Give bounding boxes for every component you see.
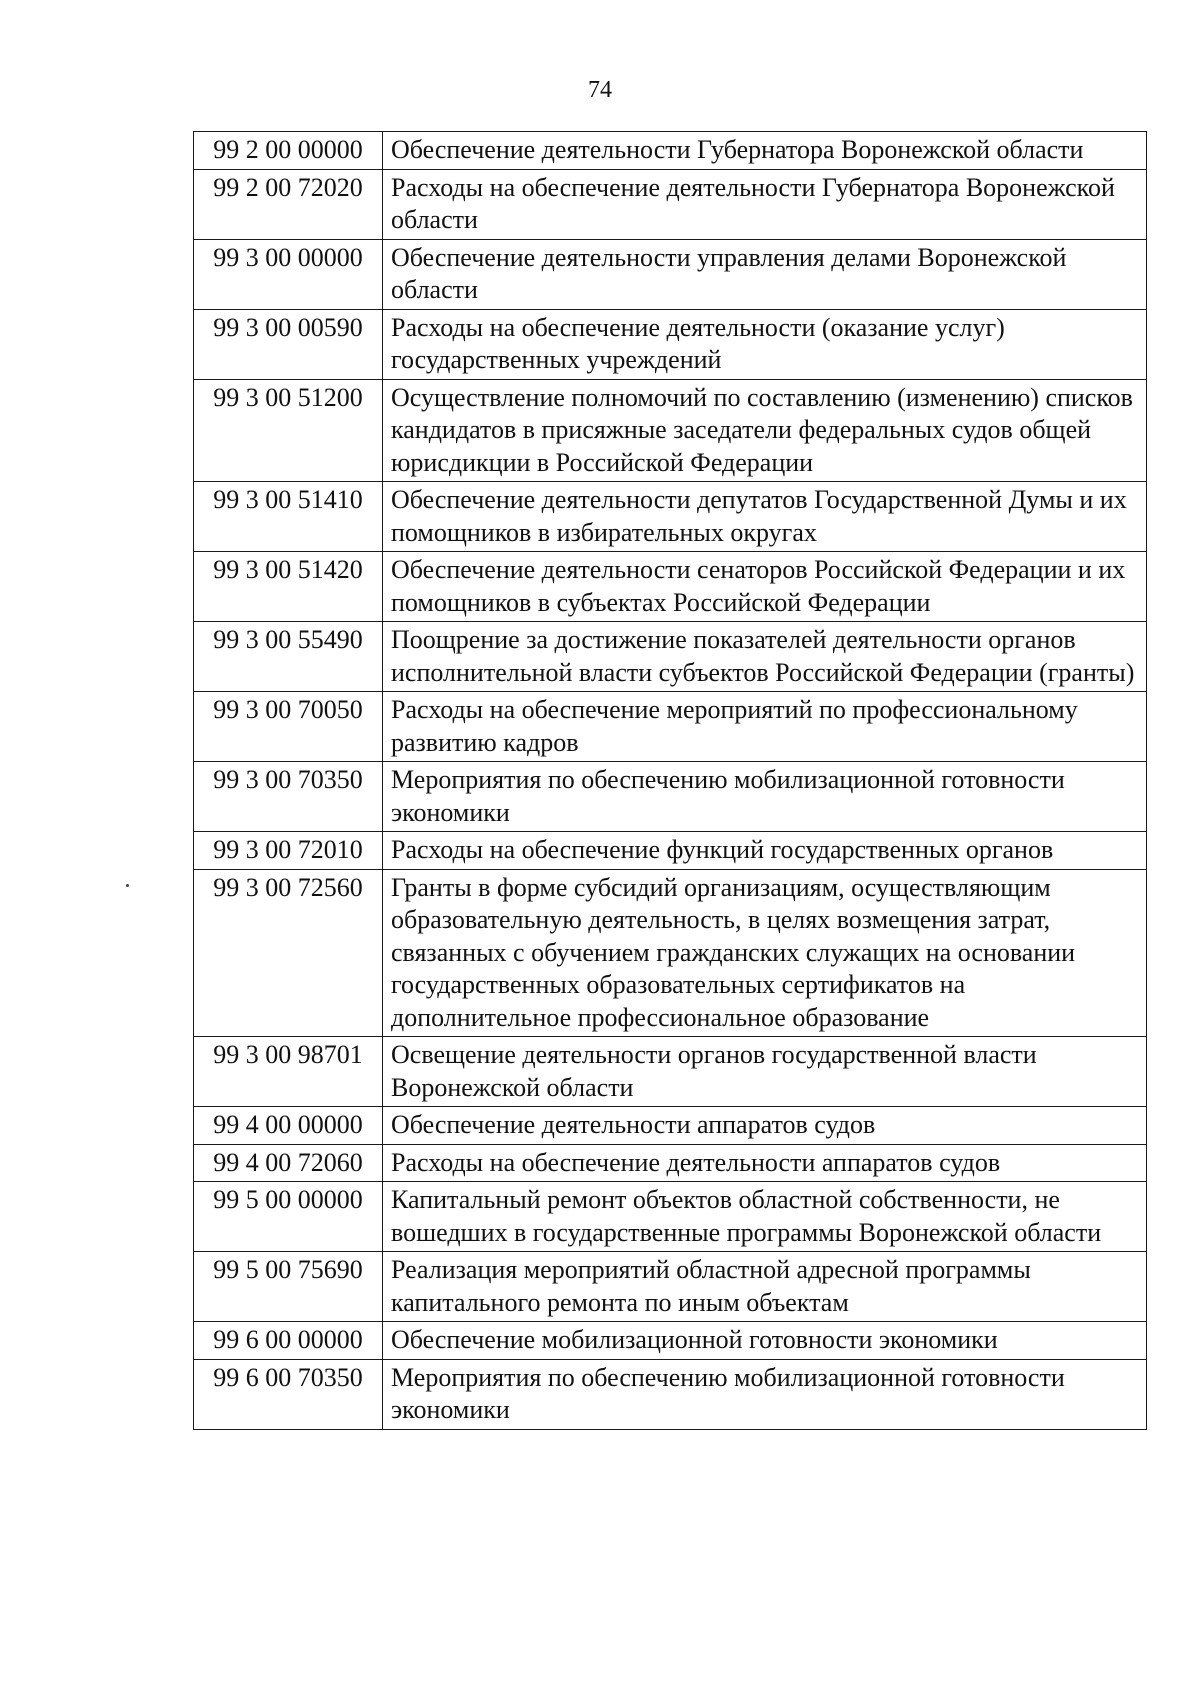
table-row [194, 869, 1147, 1037]
table-row [194, 169, 1147, 239]
table-row [194, 379, 1147, 482]
row-code: 99 2 00 00000 [194, 132, 383, 170]
budget-code-table [193, 131, 1147, 1430]
table-row [194, 309, 1147, 379]
row-name: Расходы на обеспечение деятельности (оказание услуг) государственных учреждений [383, 309, 1147, 379]
row-code: 99 4 00 00000 [194, 1107, 383, 1145]
table-row [194, 622, 1147, 692]
row-name: Расходы на обеспечение функций государственных органов [383, 832, 1147, 870]
row-name: Реализация мероприятий областной адресной программы капитального ремонта по иным объектам [383, 1252, 1147, 1322]
row-code: 99 5 00 75690 [194, 1252, 383, 1322]
table-row [194, 1107, 1147, 1145]
row-code: 99 4 00 72060 [194, 1144, 383, 1182]
table-row [194, 1322, 1147, 1360]
scan-speck [126, 884, 129, 887]
row-code: 99 3 00 00000 [194, 239, 383, 309]
row-code: 99 6 00 00000 [194, 1322, 383, 1360]
row-name: Обеспечение деятельности депутатов Государственной Думы и их помощников в избирательных округах [383, 482, 1147, 552]
row-code: 99 3 00 98701 [194, 1037, 383, 1107]
row-code: 99 3 00 72010 [194, 832, 383, 870]
row-code: 99 6 00 70350 [194, 1359, 383, 1429]
row-name: Освещение деятельности органов государственной власти Воронежской области [383, 1037, 1147, 1107]
table-row [194, 1359, 1147, 1429]
table-row [194, 1252, 1147, 1322]
table-row [194, 1144, 1147, 1182]
table-row [194, 132, 1147, 170]
row-name: Обеспечение деятельности управления делами Воронежской области [383, 239, 1147, 309]
row-code: 99 5 00 00000 [194, 1182, 383, 1252]
row-name: Обеспечение мобилизационной готовности экономики [383, 1322, 1147, 1360]
table-row [194, 239, 1147, 309]
row-name: Мероприятия по обеспечению мобилизационной готовности экономики [383, 762, 1147, 832]
row-code: 99 3 00 55490 [194, 622, 383, 692]
table-row [194, 1037, 1147, 1107]
table-row [194, 1182, 1147, 1252]
row-name: Гранты в форме субсидий организациям, осуществляющим образовательную деятельность, в целях возмещения затрат, связанных с обучением гражданских служащих на основании государственных образовательных сертификатов на дополнительное профессиональное образование [383, 869, 1147, 1037]
row-name: Расходы на обеспечение мероприятий по профессиональному развитию кадров [383, 692, 1147, 762]
row-code: 99 3 00 70050 [194, 692, 383, 762]
table-row [194, 832, 1147, 870]
row-name: Капитальный ремонт объектов областной собственности, не вошедших в государственные программы Воронежской области [383, 1182, 1147, 1252]
table-row [194, 552, 1147, 622]
row-code: 99 3 00 51410 [194, 482, 383, 552]
row-name: Поощрение за достижение показателей деятельности органов исполнительной власти субъектов Российской Федерации (гранты) [383, 622, 1147, 692]
table-row [194, 762, 1147, 832]
row-code: 99 3 00 72560 [194, 869, 383, 1037]
table-row [194, 482, 1147, 552]
row-name: Обеспечение деятельности сенаторов Российской Федерации и их помощников в субъектах Российской Федерации [383, 552, 1147, 622]
page-number: 74 [588, 77, 612, 103]
row-code: 99 3 00 70350 [194, 762, 383, 832]
row-code: 99 3 00 51200 [194, 379, 383, 482]
row-name: Расходы на обеспечение деятельности Губернатора Воронежской области [383, 169, 1147, 239]
table-row [194, 692, 1147, 762]
row-code: 99 3 00 51420 [194, 552, 383, 622]
row-name: Мероприятия по обеспечению мобилизационной готовности экономики [383, 1359, 1147, 1429]
row-name: Расходы на обеспечение деятельности аппаратов судов [383, 1144, 1147, 1182]
row-name: Обеспечение деятельности аппаратов судов [383, 1107, 1147, 1145]
row-code: 99 3 00 00590 [194, 309, 383, 379]
row-code: 99 2 00 72020 [194, 169, 383, 239]
row-name: Осуществление полномочий по составлению (изменению) списков кандидатов в присяжные заседатели федеральных судов общей юрисдикции в Российской Федерации [383, 379, 1147, 482]
row-name: Обеспечение деятельности Губернатора Воронежской области [383, 132, 1147, 170]
